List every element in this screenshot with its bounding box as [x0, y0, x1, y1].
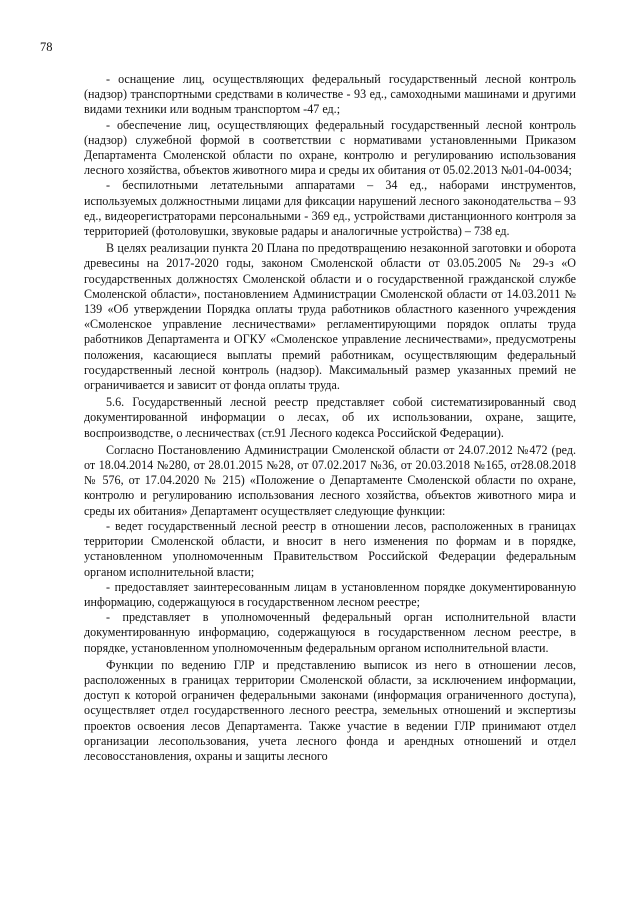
paragraph-function-registry: - ведет государственный лесной реестр в отношении лесов, расположенных в границах территории Смоленской области, и вносит в него изменения по формам и в порядке, установленном уполномоченным Правительством Российской Федерации федеральным органом исполнительной власти; [84, 518, 576, 579]
paragraph-uniform: - обеспечение лиц, осуществляющих федеральный государственный лесной контроль (надзор) служебной формой в соответствии с нормативами установленными Приказом Департамента Смоленской области по охране, контролю и регулированию использования лесного хозяйства, объектов животного мира и среды их обитания от 05.02.2013 №01-04-0034; [84, 117, 576, 178]
paragraph-section-5-6: 5.6. Государственный лесной реестр представляет собой систематизированный свод документированной информации о лесах, об их использовании, охране, защите, воспроизводстве, о лесничествах (ст.91 Лесного кодекса Российской Федерации). [84, 395, 576, 440]
paragraph-vehicles: - оснащение лиц, осуществляющих федеральный государственный лесной контроль (надзор) транспортными средствами в количестве - 93 ед., самоходными машинами и другими видами техники или водным транспортом -47 ед.; [84, 72, 576, 117]
page-number: 78 [40, 40, 53, 54]
paragraph-glr-functions: Функции по ведению ГЛР и представлению выписок из него в отношении лесов, расположенных в границах территории Смоленской области, за исключением информации, доступ к которой ограничен федеральными законами (информация ограниченного доступа), осуществляет отдел государственного лесного реестра, земельных отношений и экспертизы проектов освоения лесов Департамента. Также участие в ведении ГЛР принимают отдел организации лесопользования, учета лесного фонда и арендных отношений и отдел лесовосстановления, охраны и защиты лесного [84, 657, 576, 763]
paragraph-function-provide: - предоставляет заинтересованным лицам в установленном порядке документированную информацию, содержащуюся в государственном лесном реестре; [84, 579, 576, 609]
paragraph-bonuses: В целях реализации пункта 20 Плана по предотвращению незаконной заготовки и оборота древесины на 2017-2020 годы, законом Смоленской области от 03.05.2005 № 29-з «О государственных должностях Смоленской области и о государственной гражданской службе Смоленской области», постановлением Администрации Смоленской области от 14.03.2011 № 139 «Об утверждении Порядка оплаты труда работников областного казенного учреждения «Смоленское управление лесничествами» регламентирующими порядок оплаты труда работников Департамента и ОГКУ «Смоленское управление лесничествами», предусмотрены положения, касающиеся выплаты премий работникам, осуществляющим федеральный государственный лесной контроль (надзор). Максимальный размер указанных премий не ограничивается и зависит от фонда оплаты труда. [84, 241, 576, 393]
paragraph-drones: - беспилотными летательными аппаратами – 34 ед., наборами инструментов, используемых должностными лицами для фиксации нарушений лесного законодательства – 93 ед., видеорегистраторами персональными - 369 ед., устройствами дистанционного контроля за территорией (фотоловушки, звуковые радары и аналогичные устройства) – 738 ед. [84, 178, 576, 239]
paragraph-resolution: Согласно Постановлению Администрации Смоленской области от 24.07.2012 №472 (ред. от 18.04.2014 №280, от 28.01.2015 №28, от 07.02.2017 №36, от 20.03.2018 №165, от28.08.2018 № 576, от 17.04.2020 № 215) «Положение о Департаменте Смоленской области по охране, контролю и регулированию использования лесного хозяйства, объектов животного мира и среды их обитания» Департамент осуществляет следующие функции: [84, 442, 576, 518]
document-body [84, 72, 576, 764]
paragraph-function-submit: - представляет в уполномоченный федеральный орган исполнительной власти документированную информацию, содержащуюся в государственном лесном реестре, в порядке, установленном уполномоченным федеральным органом исполнительной власти. [84, 610, 576, 655]
